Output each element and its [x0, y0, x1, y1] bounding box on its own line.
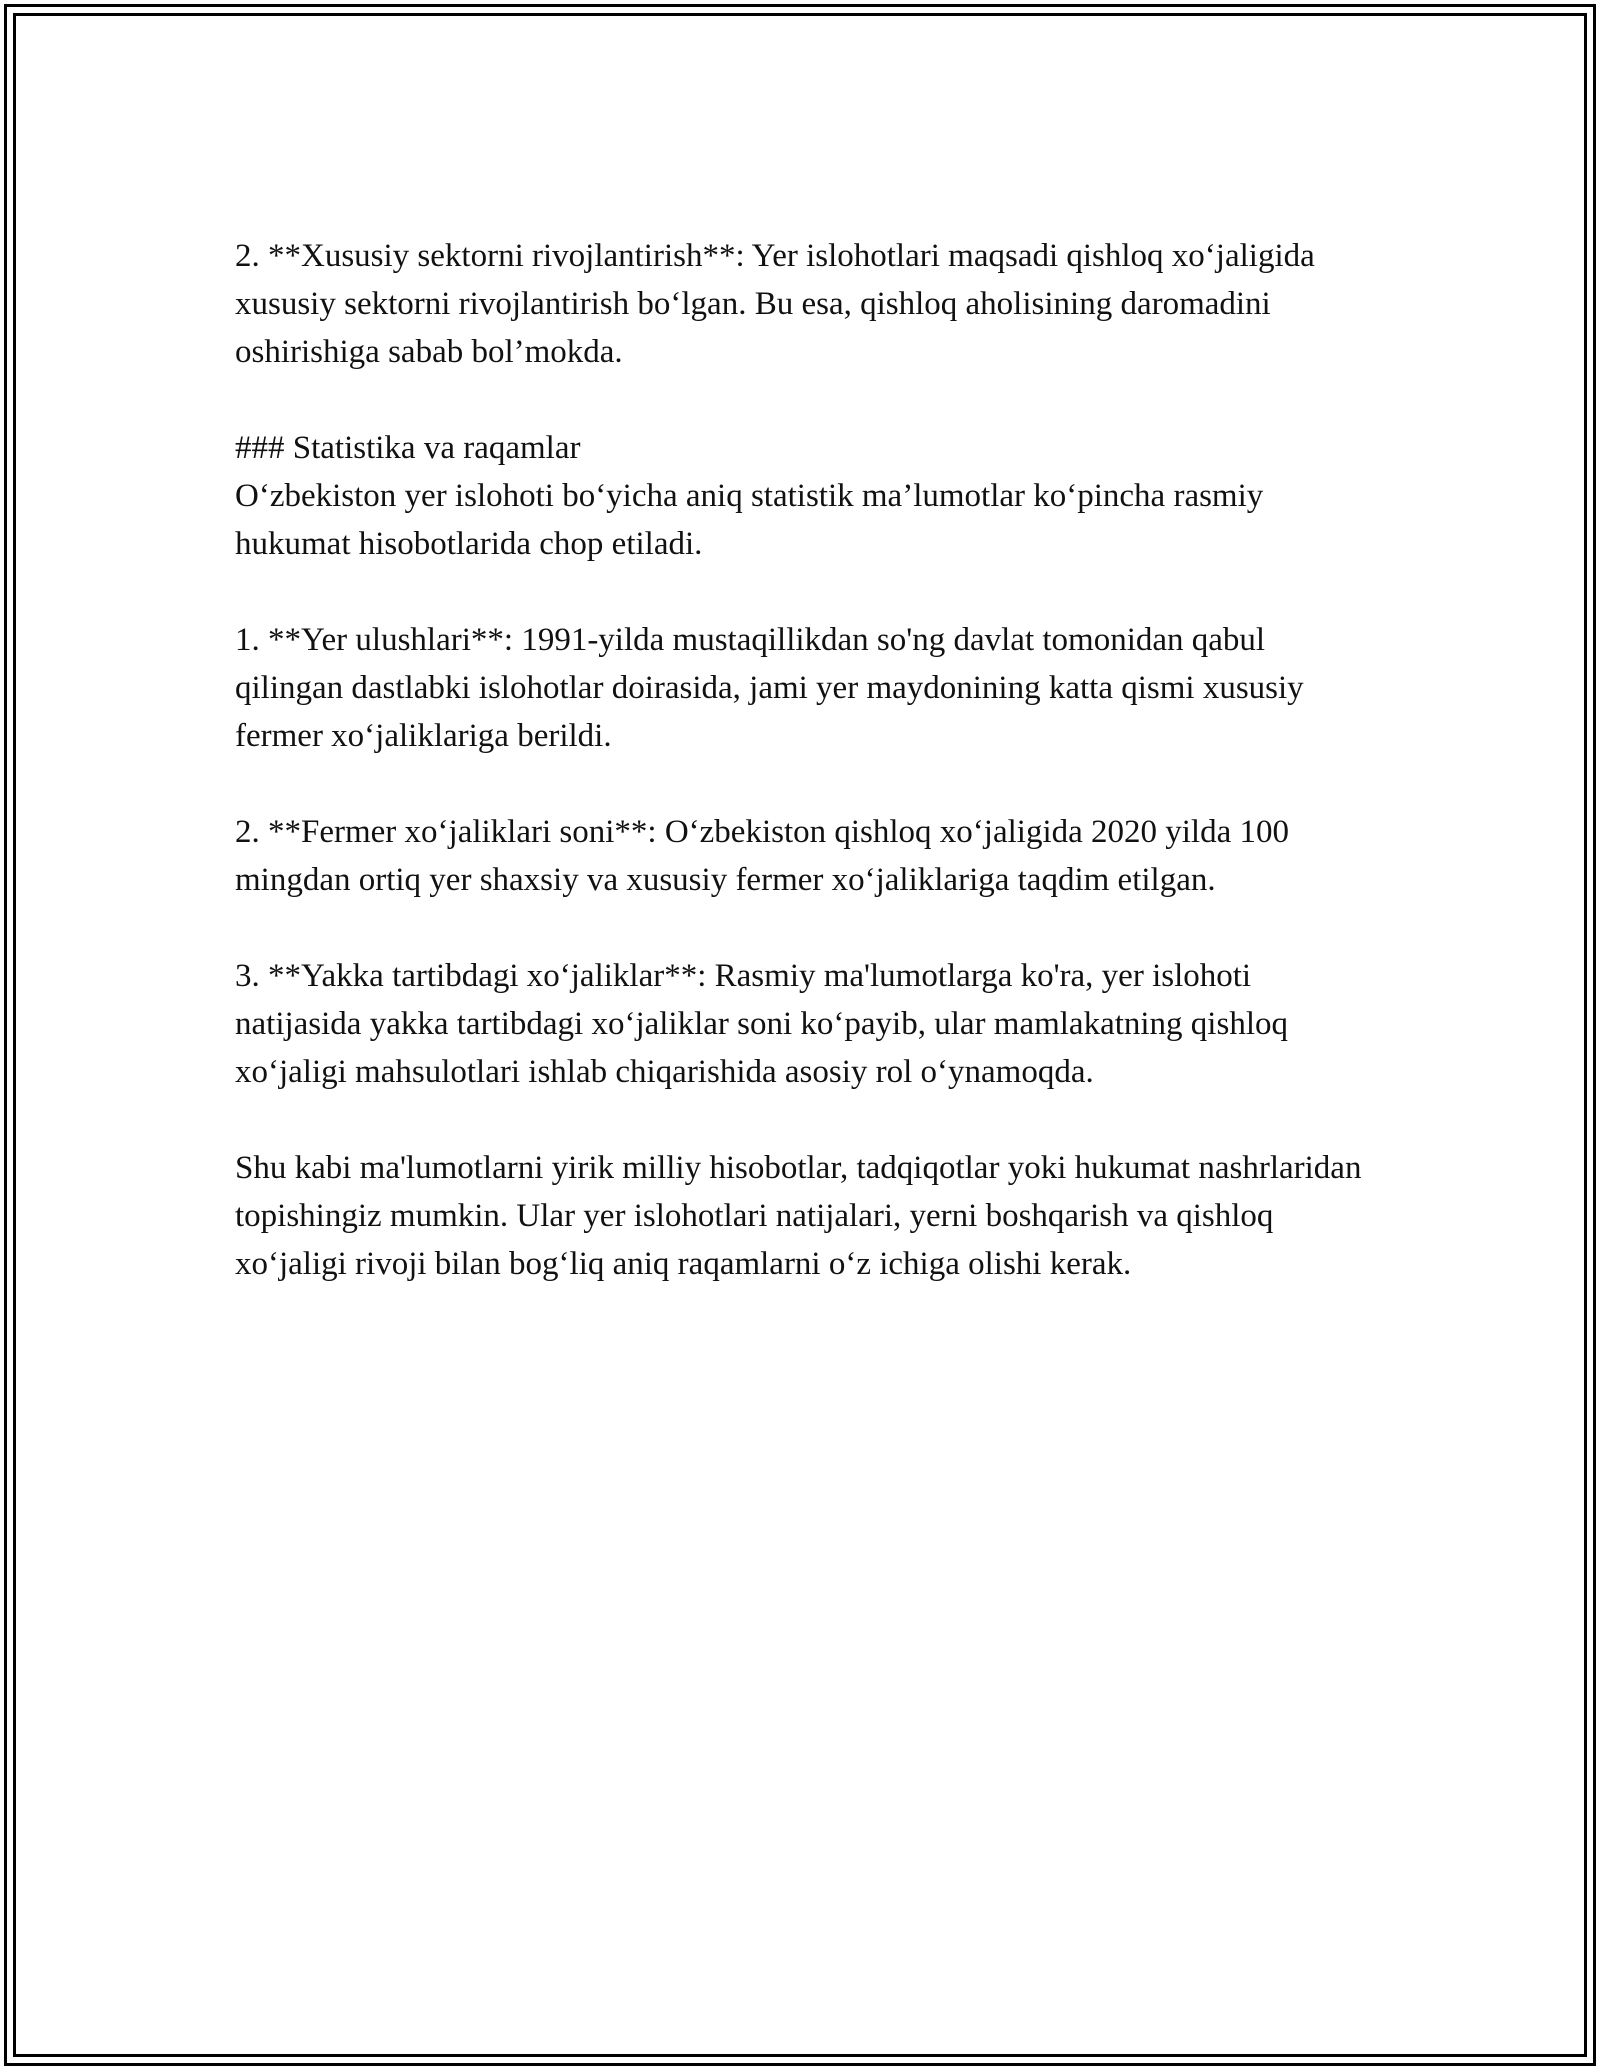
paragraph-land-shares: 1. **Yer ulushlari**: 1991-yilda mustaqillikdan so'ng davlat tomonidan qabul qilingan dastlabki islohotlar doirasida, jami yer maydonining katta qismi xususiy fermer xo‘jaliklariga berildi. [235, 622, 1304, 754]
paragraph-closing: Shu kabi ma'lumotlarni yirik milliy hisobotlar, tadqiqotlar yoki hukumat nashrlaridan topishingiz mumkin. Ular yer islohotlari natijalari, yerni boshqarish va qishloq xo‘jaligi rivoji bilan bog‘liq aniq raqamlarni o‘z ichiga olishi kerak. [235, 1150, 1362, 1282]
paragraph-individual-farms: 3. **Yakka tartibdagi xo‘jaliklar**: Rasmiy ma'lumotlarga ko'ra, yer islohoti natijasida yakka tartibdagi xo‘jaliklar soni ko‘payib, ular mamlakatning qishloq xo‘jaligi mahsulotlari ishlab chiqarishida asosiy rol o‘ynamoqda. [235, 958, 1288, 1090]
paragraph-statistics-intro: O‘zbekiston yer islohoti bo‘yicha aniq statistik ma’lumotlar ko‘pincha rasmiy hukumat hisobotlarida chop etiladi. [235, 478, 1264, 562]
document-body [235, 232, 1365, 1336]
paragraph-private-sector: 2. **Xususiy sektorni rivojlantirish**: Yer islohotlari maqsadi qishloq xo‘jaligida xususiy sektorni rivojlantirish bo‘lgan. Bu esa, qishloq aholisining daromadini oshirishiga sabab bol’mokda. [235, 238, 1315, 370]
paragraph-farm-count: 2. **Fermer xo‘jaliklari soni**: O‘zbekiston qishloq xo‘jaligida 2020 yilda 100 mingdan ortiq yer shaxsiy va xususiy fermer xo‘jaliklariga taqdim etilgan. [235, 814, 1290, 898]
section-heading-statistics: ### Statistika va raqamlar [235, 430, 581, 466]
